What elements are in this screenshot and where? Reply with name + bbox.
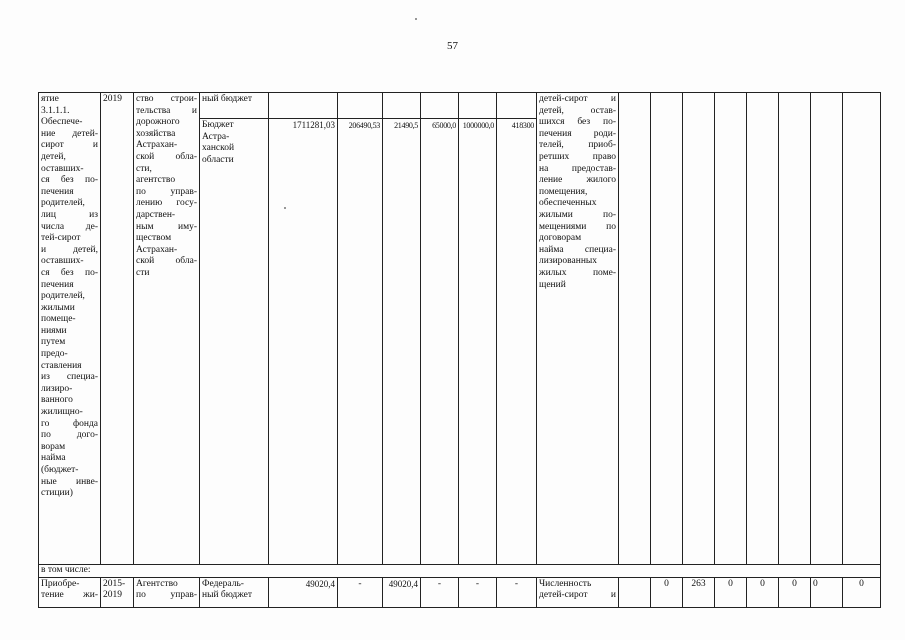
table-row: [39, 577, 881, 607]
funding-source: Федераль- ный бюджет: [200, 577, 269, 607]
cell: [619, 93, 651, 565]
period: 2015- 2019: [101, 577, 134, 607]
indicator-value: 0: [651, 577, 683, 607]
amount-2018: 1000000,0: [459, 119, 497, 565]
cell: [651, 93, 683, 565]
amount-total: 1711281,03: [269, 119, 338, 565]
executor: ство строи- тельства и дорожного хозяйства Астрахан- ской обла- сти, агентство по управ- лению госу- дарствен- ным иму- ществом Астрахан- ской обла- сти: [134, 93, 200, 565]
funding-source: Бюджет Астра- ханской области: [200, 119, 269, 565]
indicator: детей-сирот и детей, остав- шихся без по- печения роди- телей, приоб- ретших право на предостав- ление жилого помещения, обеспеченных жилыми по- мещениями по договорам найма специа- лизированных жилых поме- щений: [537, 93, 619, 565]
indicator-value: 0: [811, 577, 843, 607]
table-row: [39, 93, 881, 119]
indicator-value: 0: [747, 577, 779, 607]
indicator-value: 263: [683, 577, 715, 607]
amount-2018: -: [459, 577, 497, 607]
indicator-value: 0: [715, 577, 747, 607]
amount-2016: 49020,4: [383, 577, 421, 607]
page-number: 57: [447, 40, 458, 52]
cell: [779, 93, 811, 565]
table-row: [39, 565, 881, 578]
amount-2016: 21490,5: [383, 119, 421, 565]
amount-2017: 65000,0: [421, 119, 459, 565]
amount-total: 49020,4: [269, 577, 338, 607]
cell: [747, 93, 779, 565]
indicator-value: [619, 577, 651, 607]
scan-speck: [415, 18, 417, 20]
program-table: [38, 92, 881, 608]
amount-2019: 418300: [497, 119, 537, 565]
amount-2019: -: [497, 577, 537, 607]
indicator: Численность детей-сирот и: [537, 577, 619, 607]
funding-source: ный бюджет: [200, 93, 269, 119]
indicator-value: 0: [779, 577, 811, 607]
executor: Агентство по управ-: [134, 577, 200, 607]
subheader: в том числе:: [39, 565, 881, 578]
measure-name: Приобре- тение жи-: [39, 577, 101, 607]
cell: [421, 93, 459, 119]
cell: [497, 93, 537, 119]
cell: [811, 93, 843, 565]
cell: [383, 93, 421, 119]
cell: [459, 93, 497, 119]
cell: [338, 93, 383, 119]
period: 2019: [101, 93, 134, 565]
amount-2017: -: [421, 577, 459, 607]
indicator-value: 0: [843, 577, 881, 607]
amount-2015: 206490,53: [338, 119, 383, 565]
cell: [269, 93, 338, 119]
measure-name: ятие 3.1.1.1. Обеспече- ние детей- сирот и детей, оставших- ся без по- печения родителей, лиц из числа де- тей-сирот и детей, оставших- ся без по- печения родителей, жилыми помеще- ниями путем предо- ставления из специа- лизиро- ванного жилищно- го фонда по дого- ворам найма (бюджет- ные инве- стиции): [39, 93, 101, 565]
cell: [683, 93, 715, 565]
cell: [843, 93, 881, 565]
cell: [715, 93, 747, 565]
amount-2015: -: [338, 577, 383, 607]
